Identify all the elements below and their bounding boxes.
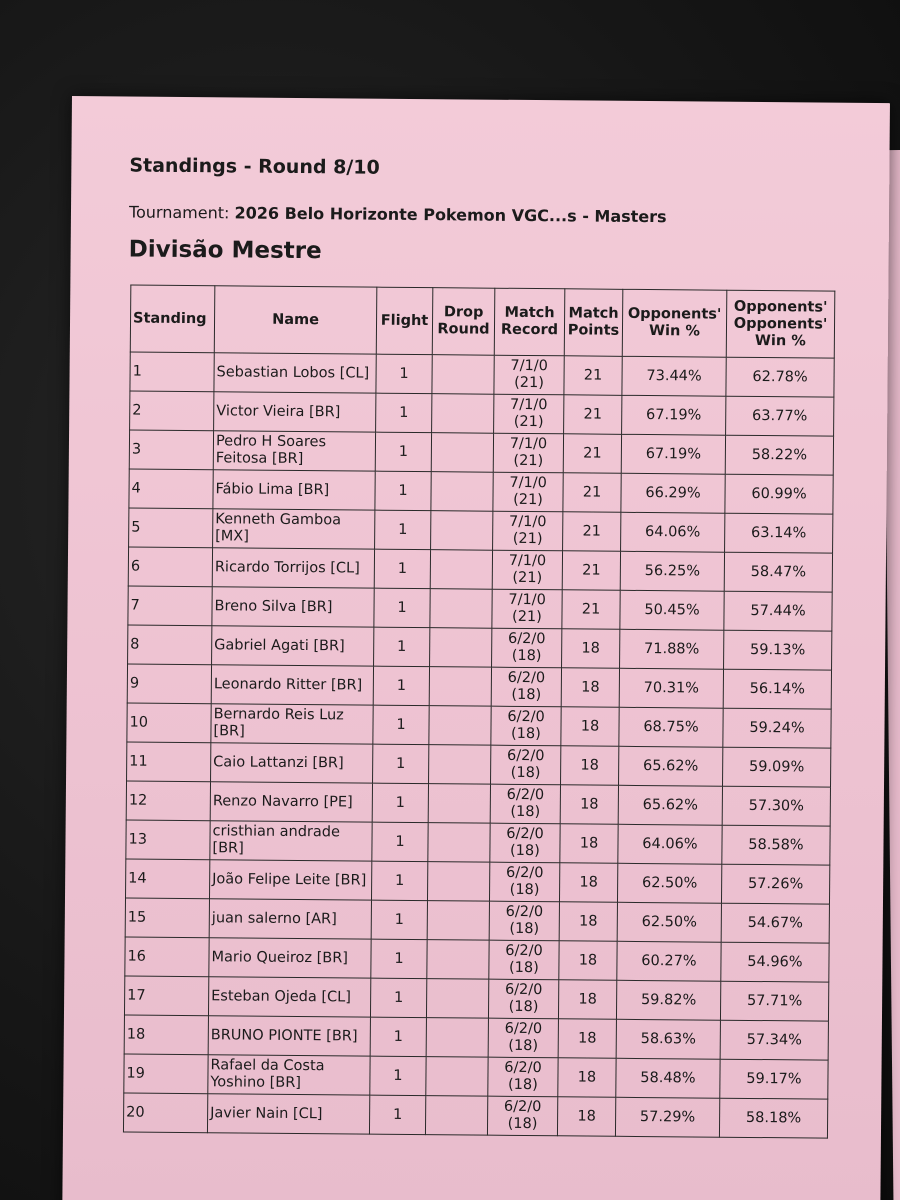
cell-drop-round — [429, 667, 491, 707]
cell-opponents-opponents-win: 54.67% — [721, 903, 829, 943]
cell-flight: 1 — [371, 861, 427, 900]
tournament-line — [129, 203, 667, 227]
cell-name: Victor Vieira [BR] — [214, 392, 376, 432]
cell-match-record: 6/2/0 (18) — [488, 1018, 558, 1058]
cell-match-record: 6/2/0 (18) — [492, 628, 562, 668]
cell-match-record: 6/2/0 (18) — [489, 901, 559, 941]
cell-match-record: 6/2/0 (18) — [489, 940, 559, 980]
table-row — [124, 976, 828, 1021]
tournament-label: Tournament: — [128, 202, 230, 223]
cell-opponents-win: 64.06% — [621, 512, 725, 552]
cell-opponents-opponents-win: 57.44% — [724, 591, 832, 631]
cell-match-points: 18 — [559, 902, 617, 942]
cell-standing: 1 — [130, 352, 214, 392]
cell-match-record: 6/2/0 (18) — [487, 1096, 557, 1136]
cell-opponents-opponents-win: 58.58% — [722, 825, 830, 865]
cell-name: João Felipe Leite [BR] — [210, 860, 372, 900]
table-row — [127, 742, 831, 787]
cell-standing: 16 — [125, 937, 209, 977]
table-row — [126, 859, 830, 904]
cell-name: BRUNO PIONTE [BR] — [208, 1016, 370, 1056]
cell-drop-round — [428, 784, 490, 824]
cell-match-record: 6/2/0 (18) — [490, 823, 560, 863]
cell-standing: 18 — [124, 1015, 208, 1055]
cell-match-points: 21 — [562, 590, 620, 630]
header-match-record: Match Record — [494, 288, 565, 356]
cell-match-record: 7/1/0 (21) — [494, 394, 564, 434]
standings-table — [123, 285, 835, 1139]
cell-opponents-opponents-win: 58.22% — [725, 435, 833, 475]
cell-opponents-opponents-win: 54.96% — [721, 942, 829, 982]
cell-opponents-opponents-win: 57.26% — [721, 864, 829, 904]
cell-flight: 1 — [371, 939, 427, 978]
cell-match-record: 7/1/0 (21) — [493, 472, 563, 512]
cell-drop-round — [429, 706, 491, 746]
cell-opponents-win: 62.50% — [617, 902, 721, 942]
cell-opponents-opponents-win: 58.18% — [719, 1098, 827, 1138]
cell-name: Renzo Navarro [PE] — [210, 782, 372, 822]
cell-standing: 12 — [126, 781, 210, 821]
cell-opponents-win: 50.45% — [620, 590, 724, 630]
cell-standing: 8 — [128, 625, 212, 665]
cell-match-points: 21 — [563, 434, 621, 474]
cell-standing: 7 — [128, 586, 212, 626]
cell-opponents-win: 70.31% — [619, 668, 723, 708]
table-row — [125, 937, 829, 982]
cell-opponents-win: 58.63% — [616, 1019, 720, 1059]
cell-name: Breno Silva [BR] — [212, 587, 374, 627]
header-match-points: Match Points — [564, 289, 623, 357]
cell-opponents-win: 59.82% — [616, 980, 720, 1020]
cell-standing: 20 — [123, 1093, 207, 1133]
cell-flight: 1 — [369, 1095, 425, 1134]
cell-standing: 3 — [129, 430, 213, 470]
table-row — [130, 391, 834, 436]
header-name: Name — [214, 286, 377, 354]
cell-match-record: 6/2/0 (18) — [489, 862, 559, 902]
cell-match-record: 6/2/0 (18) — [491, 706, 561, 746]
cell-match-record: 7/1/0 (21) — [493, 511, 563, 551]
cell-drop-round — [427, 940, 489, 980]
cell-drop-round — [426, 979, 488, 1019]
table-row — [128, 586, 832, 631]
table-row — [130, 352, 834, 397]
cell-opponents-opponents-win: 60.99% — [725, 474, 833, 514]
cell-match-points: 21 — [564, 395, 622, 435]
cell-name: cristhian andrade [BR] — [210, 821, 372, 861]
header-drop-round: Drop Round — [432, 288, 495, 356]
cell-opponents-win: 60.27% — [617, 941, 721, 981]
cell-flight: 1 — [370, 1056, 426, 1095]
cell-standing: 19 — [124, 1054, 208, 1094]
cell-match-points: 21 — [563, 473, 621, 513]
cell-standing: 15 — [125, 898, 209, 938]
cell-flight: 1 — [372, 783, 428, 822]
cell-name: juan salerno [AR] — [209, 899, 371, 939]
table-row — [127, 664, 831, 709]
cell-opponents-opponents-win: 59.09% — [723, 747, 831, 787]
cell-name: Mario Queiroz [BR] — [209, 938, 371, 978]
standings-heading: Standings - Round 8/10 — [129, 154, 380, 179]
cell-opponents-opponents-win: 62.78% — [726, 357, 834, 397]
cell-name: Caio Lattanzi [BR] — [211, 743, 373, 783]
cell-standing: 14 — [126, 859, 210, 899]
table-row — [127, 703, 831, 748]
cell-opponents-opponents-win: 59.13% — [724, 630, 832, 670]
table-row — [129, 430, 833, 475]
cell-opponents-win: 58.48% — [616, 1058, 720, 1098]
table-row — [128, 625, 832, 670]
division-title: Divisão Mestre — [128, 236, 322, 265]
cell-match-points: 18 — [561, 707, 619, 747]
cell-drop-round — [431, 472, 493, 512]
header-row — [130, 285, 835, 358]
cell-flight: 1 — [372, 822, 428, 861]
cell-name: Javier Nain [CL] — [207, 1094, 369, 1134]
cell-opponents-win: 66.29% — [621, 473, 725, 513]
header-flight: Flight — [376, 287, 433, 354]
tournament-name: 2026 Belo Horizonte Pokemon VGC...s - Masters — [234, 203, 667, 227]
cell-opponents-win: 64.06% — [618, 824, 722, 864]
cell-match-record: 6/2/0 (18) — [488, 979, 558, 1019]
cell-standing: 2 — [130, 391, 214, 431]
cell-match-points: 18 — [558, 1058, 616, 1098]
table-row — [129, 508, 833, 553]
cell-opponents-opponents-win: 56.14% — [723, 669, 831, 709]
cell-name: Pedro H Soares Feitosa [BR] — [213, 431, 375, 471]
cell-name: Bernardo Reis Luz [BR] — [211, 704, 373, 744]
cell-opponents-win: 65.62% — [618, 785, 722, 825]
cell-opponents-win: 57.29% — [615, 1097, 719, 1137]
cell-name: Kenneth Gamboa [MX] — [213, 509, 375, 549]
table-row — [124, 1015, 828, 1060]
cell-match-points: 18 — [560, 785, 618, 825]
table-row — [128, 547, 832, 592]
cell-standing: 4 — [129, 469, 213, 509]
cell-drop-round — [427, 901, 489, 941]
cell-name: Fábio Lima [BR] — [213, 470, 375, 510]
cell-opponents-win: 67.19% — [621, 434, 725, 474]
table-row — [129, 469, 833, 514]
cell-standing: 6 — [128, 547, 212, 587]
cell-drop-round — [430, 589, 492, 629]
cell-opponents-opponents-win: 59.17% — [720, 1059, 828, 1099]
table-row — [125, 898, 829, 943]
cell-flight: 1 — [375, 510, 431, 549]
cell-flight: 1 — [373, 666, 429, 705]
table-row — [126, 820, 830, 865]
table-row — [126, 781, 830, 826]
cell-opponents-win: 65.62% — [619, 746, 723, 786]
table-row — [124, 1054, 828, 1099]
cell-drop-round — [428, 823, 490, 863]
cell-match-record: 6/2/0 (18) — [491, 745, 561, 785]
cell-drop-round — [425, 1096, 487, 1136]
cell-standing: 17 — [124, 976, 208, 1016]
cell-drop-round — [431, 511, 493, 551]
cell-flight: 1 — [373, 744, 429, 783]
cell-flight: 1 — [370, 978, 426, 1017]
cell-match-points: 18 — [559, 941, 617, 981]
cell-name: Ricardo Torrijos [CL] — [212, 548, 374, 588]
cell-match-points: 18 — [560, 824, 618, 864]
cell-opponents-opponents-win: 57.71% — [720, 981, 828, 1021]
cell-match-points: 18 — [561, 746, 619, 786]
cell-opponents-opponents-win: 58.47% — [724, 552, 832, 592]
cell-match-points: 18 — [559, 863, 617, 903]
cell-match-points: 21 — [562, 551, 620, 591]
cell-drop-round — [426, 1018, 488, 1058]
cell-match-points: 18 — [558, 980, 616, 1020]
cell-opponents-win: 67.19% — [622, 395, 726, 435]
cell-match-points: 21 — [564, 356, 622, 396]
cell-opponents-win: 68.75% — [619, 707, 723, 747]
cell-opponents-opponents-win: 63.77% — [726, 396, 834, 436]
cell-opponents-win: 62.50% — [617, 863, 721, 903]
cell-flight: 1 — [376, 354, 432, 393]
cell-drop-round — [431, 433, 493, 473]
cell-match-points: 18 — [557, 1097, 615, 1137]
cell-drop-round — [430, 628, 492, 668]
cell-drop-round — [430, 550, 492, 590]
cell-flight: 1 — [374, 549, 430, 588]
cell-flight: 1 — [376, 393, 432, 432]
cell-name: Leonardo Ritter [BR] — [211, 665, 373, 705]
cell-match-record: 6/2/0 (18) — [490, 784, 560, 824]
cell-match-record: 6/2/0 (18) — [488, 1057, 558, 1097]
cell-match-record: 7/1/0 (21) — [492, 589, 562, 629]
cell-opponents-opponents-win: 63.14% — [725, 513, 833, 553]
cell-flight: 1 — [374, 588, 430, 627]
cell-opponents-opponents-win: 57.34% — [720, 1020, 828, 1060]
header-opponents-win: Opponents' Win % — [622, 289, 727, 357]
cell-name: Gabriel Agati [BR] — [212, 626, 374, 666]
cell-drop-round — [432, 394, 494, 434]
cell-flight: 1 — [375, 432, 431, 471]
cell-standing: 10 — [127, 703, 211, 743]
cell-drop-round — [427, 862, 489, 902]
cell-match-points: 21 — [563, 512, 621, 552]
cell-standing: 5 — [129, 508, 213, 548]
table-row — [123, 1093, 827, 1138]
cell-match-points: 18 — [558, 1019, 616, 1059]
cell-opponents-opponents-win: 57.30% — [722, 786, 830, 826]
cell-opponents-win: 73.44% — [622, 356, 726, 396]
cell-standing: 13 — [126, 820, 210, 860]
cell-flight: 1 — [373, 705, 429, 744]
header-standing: Standing — [130, 285, 215, 353]
cell-match-record: 7/1/0 (21) — [494, 355, 564, 395]
cell-drop-round — [432, 355, 494, 395]
cell-opponents-win: 56.25% — [620, 551, 724, 591]
cell-flight: 1 — [375, 471, 431, 510]
cell-match-points: 18 — [561, 668, 619, 708]
cell-standing: 9 — [127, 664, 211, 704]
cell-drop-round — [426, 1057, 488, 1097]
header-opponents-opponents-win: Opponents' Opponents' Win % — [726, 290, 835, 358]
cell-standing: 11 — [127, 742, 211, 782]
cell-match-record: 7/1/0 (21) — [492, 550, 562, 590]
cell-name: Rafael da Costa Yoshino [BR] — [208, 1055, 370, 1095]
cell-flight: 1 — [374, 627, 430, 666]
cell-name: Esteban Ojeda [CL] — [208, 977, 370, 1017]
cell-match-record: 6/2/0 (18) — [491, 667, 561, 707]
standings-sheet — [62, 96, 890, 1200]
cell-opponents-win: 71.88% — [620, 629, 724, 669]
cell-flight: 1 — [371, 900, 427, 939]
cell-drop-round — [429, 745, 491, 785]
cell-match-points: 18 — [562, 629, 620, 669]
cell-match-record: 7/1/0 (21) — [493, 433, 563, 473]
cell-name: Sebastian Lobos [CL] — [214, 353, 376, 393]
cell-opponents-opponents-win: 59.24% — [723, 708, 831, 748]
cell-flight: 1 — [370, 1017, 426, 1056]
